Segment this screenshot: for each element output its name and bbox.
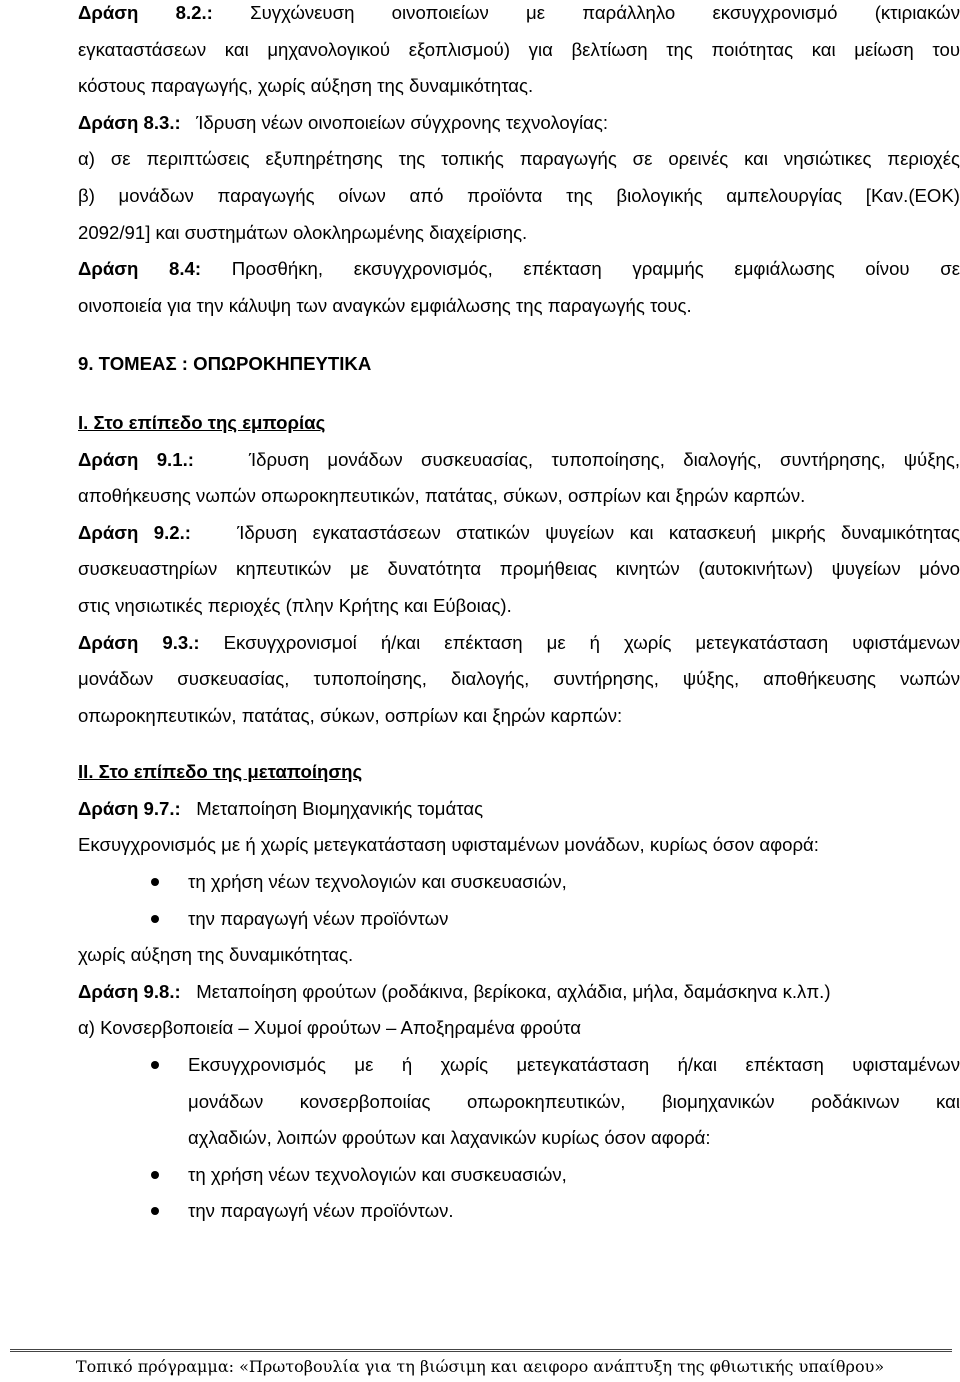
action-label: Δράση 9.7.:	[78, 797, 181, 819]
action-9-8-title: Δράση 9.8.: Μεταποίηση φρούτων (ροδάκινα, βερίκοκα, αχλάδια, μήλα, δαμάσκηνα κ.λπ.)	[78, 980, 831, 1002]
list-item: την παραγωγή νέων προϊόντων	[78, 901, 960, 938]
action-label: Δράση 9.8.:	[78, 980, 181, 1002]
bullet-icon	[151, 1061, 159, 1069]
spacer	[78, 383, 960, 405]
action-8-2-line2: εγκαταστάσεων και μηχανολογικού εξοπλισμού) για βελτίωση της ποιότητας και μείωση του	[78, 38, 960, 60]
action-label: Δράση 8.2.:	[78, 2, 213, 23]
action-8-3-line1: Δράση 8.3.: Ίδρυση νέων οινοποιείων σύγχρονης τεχνολογίας:	[78, 111, 609, 133]
subsection-heading: ΙΙ. Στο επίπεδο της μεταποίησης	[78, 761, 363, 783]
bullet-icon	[151, 1207, 159, 1215]
section-heading: 9. ΤΟΜΕΑΣ : ΟΠΩΡΟΚΗΠΕΥΤΙΚΑ	[78, 353, 372, 375]
spacer	[78, 324, 960, 346]
action-9-3-line1: Δράση 9.3.: Εκσυγχρονισμοί ή/και επέκταση με ή χωρίς μετεγκατάσταση υφιστάμενων	[78, 631, 960, 653]
action-9-7-outro: χωρίς αύξηση της δυναμικότητας.	[78, 944, 354, 966]
action-9-2-line2: συσκευαστηρίων κηπευτικών με δυνατότητα προμήθειας κινητών (αυτοκινήτων) ψυγείων μόνο	[78, 558, 960, 580]
list-item: τη χρήση νέων τεχνολογιών και συσκευασιών,	[78, 1157, 960, 1194]
action-9-2-line1: Δράση 9.2.: Ίδρυση εγκαταστάσεων στατικών ψυγείων και κατασκευή μικρής δυναμικότητας	[78, 521, 960, 543]
subsection-heading: Ι. Στο επίπεδο της εμπορίας	[78, 411, 326, 433]
action-8-3-line3: β) μονάδων παραγωγής οίνων από προϊόντα της βιολογικής αμπελουργίας [Καν.(ΕΟΚ)	[78, 184, 960, 206]
bullet-icon	[151, 878, 159, 886]
action-label: Δράση 8.3.:	[78, 111, 181, 133]
action-8-4-line2: οινοποιεία για την κάλυψη των αναγκών εμφιάλωσης της παραγωγής τους.	[78, 294, 692, 316]
action-9-7-intro: Εκσυγχρονισμός με ή χωρίς μετεγκατάσταση υφισταμένων μονάδων, κυρίως όσον αφορά:	[78, 834, 819, 856]
bullet-icon	[151, 1171, 159, 1179]
footer-divider	[10, 1349, 952, 1352]
action-8-3-line2: α) σε περιπτώσεις εξυπηρέτησης της τοπικής παραγωγής σε ορεινές και νησιώτικες περιοχές	[78, 148, 960, 170]
action-9-8-sub: α) Κονσερβοποιεία – Χυμοί φρούτων – Αποξηραμένα φρούτα	[78, 1017, 582, 1039]
page-footer: Τοπικό πρόγραμμα: «Πρωτοβουλία για τη βιώσιμη και αειφορο ανάπτυξη της φθιωτικής υπαίθρου»	[75, 1357, 885, 1376]
action-8-2-line3: κόστους παραγωγής, χωρίς αύξηση της δυναμικότητας.	[78, 75, 534, 97]
list-item: τη χρήση νέων τεχνολογιών και συσκευασιών,	[78, 864, 960, 901]
action-label: Δράση 8.4:	[78, 258, 202, 280]
action-8-2-line1: Δράση 8.2.: Συγχώνευση οινοποιείων με παράλληλο εκσυγχρονισμό (κτιριακών	[78, 2, 960, 23]
bullet-list	[78, 864, 960, 937]
action-9-1-line1: Δράση 9.1.: Ίδρυση μονάδων συσκευασίας, τυποποίησης, διαλογής, συντήρησης, ψύξης,	[78, 448, 960, 470]
list-item: Εκσυγχρονισμός με ή χωρίς μετεγκατάσταση ή/και επέκταση υφισταμένων μονάδων κονσερβοποιίας οπωροκηπευτικών, βιομηχανικών ροδάκινων και αχλαδιών, λοιπών φρούτων και λαχανικών κυρίως όσον αφορά:	[78, 1047, 960, 1157]
spacer	[78, 734, 960, 754]
action-8-4-line1: Δράση 8.4: Προσθήκη, εκσυγχρονισμός, επέκταση γραμμής εμφιάλωσης οίνου σε	[78, 258, 960, 280]
action-9-3-line2: μονάδων συσκευασίας, τυποποίησης, διαλογής, συντήρησης, ψύξης, αποθήκευσης νωπών	[78, 668, 960, 690]
document-body	[78, 0, 960, 1230]
action-9-1-line2: αποθήκευσης νωπών οπωροκηπευτικών, πατάτας, σύκων, οσπρίων και ξηρών καρπών.	[78, 485, 806, 507]
action-label: Δράση 9.3.:	[78, 631, 200, 653]
action-8-3-line4: 2092/91] και συστημάτων ολοκληρωμένης διαχείρισης.	[78, 221, 528, 243]
action-9-7-title: Δράση 9.7.: Μεταποίηση Βιομηχανικής τομάτας	[78, 797, 484, 819]
action-label: Δράση 9.2.:	[78, 521, 191, 543]
bullet-icon	[151, 915, 159, 923]
action-label: Δράση 9.1.:	[78, 448, 194, 470]
bullet-list	[78, 1047, 960, 1230]
action-9-2-line3: στις νησιωτικές περιοχές (πλην Κρήτης και Εύβοιας).	[78, 594, 512, 616]
list-item: την παραγωγή νέων προϊόντων.	[78, 1193, 960, 1230]
action-9-3-line3: οπωροκηπευτικών, πατάτας, σύκων, οσπρίων και ξηρών καρπών:	[78, 704, 623, 726]
